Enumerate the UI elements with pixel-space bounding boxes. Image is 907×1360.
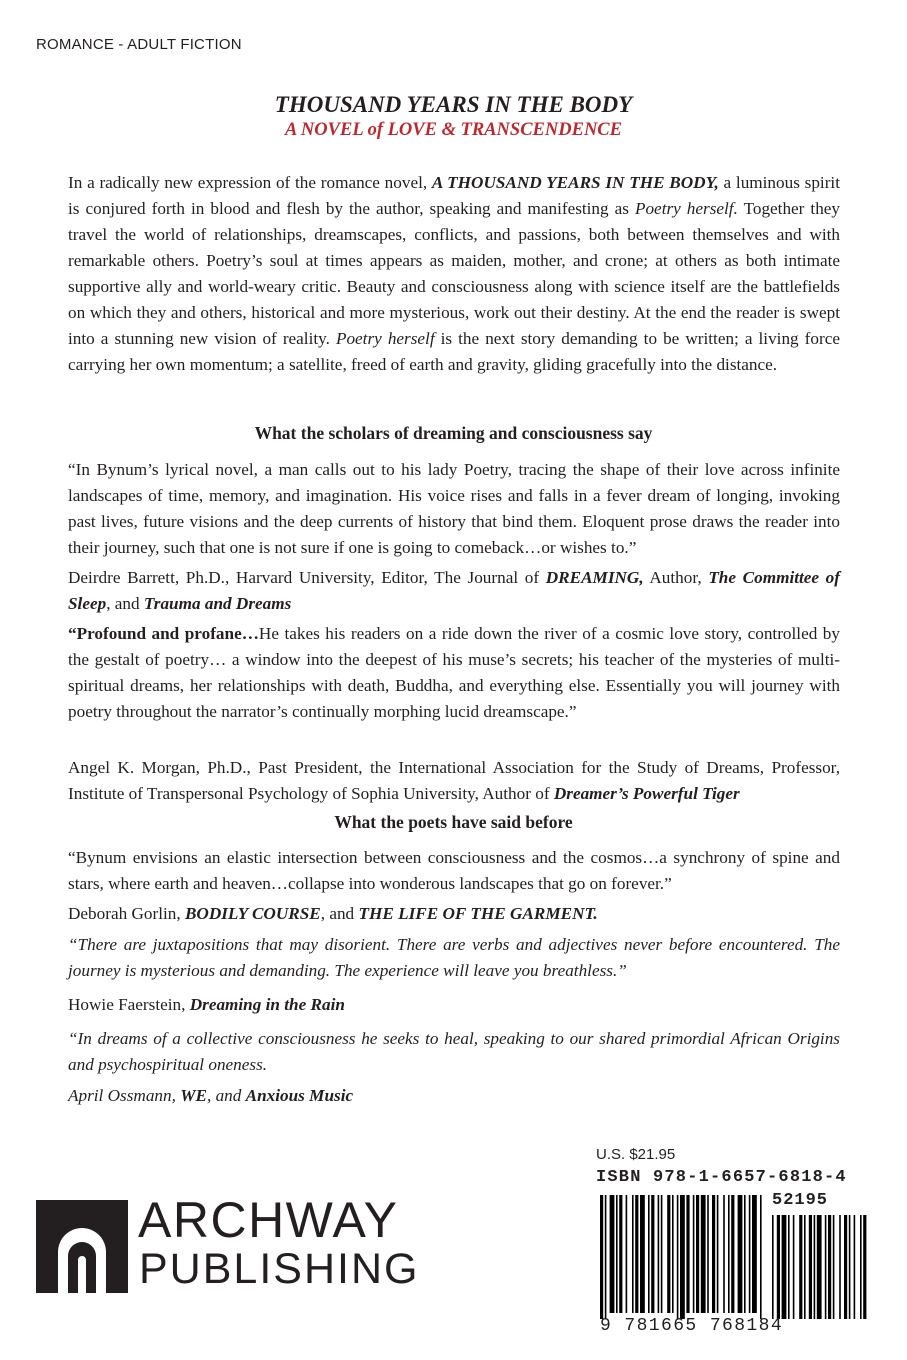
scholar-quote-2 (68, 621, 840, 725)
barcode-addon-bar (814, 1215, 816, 1319)
barcode-bar (749, 1195, 751, 1313)
barcode-addon-bar (863, 1215, 866, 1319)
genre-label: ROMANCE - ADULT FICTION (36, 36, 242, 53)
barcode-addon-bar (799, 1215, 802, 1319)
barcode-addon-bar (839, 1215, 841, 1319)
barcode-bar (760, 1195, 762, 1319)
poets-heading: What the poets have said before (334, 812, 573, 832)
barcode-bar (686, 1195, 689, 1313)
poet-quote-1: “Bynum envisions an elastic intersection between consciousness and the cosmos…a synchrony of spine and stars, where earth and heaven…collapse into wonderous landscapes that go on forever.” (68, 848, 840, 893)
attribution-work: DREAMING, (545, 568, 644, 587)
barcode-bar (632, 1195, 634, 1313)
barcode-bar (658, 1195, 660, 1313)
attribution-text: Angel K. Morgan, Ph.D., Past President, the International Association for the Study of Dreams, Professor, Institute of Transpersonal Psychology of Sophia University, Author of (68, 758, 840, 803)
publisher-name-line1: ARCHWAY (138, 1192, 399, 1248)
barcode-bar (693, 1195, 695, 1313)
poet-attribution-3 (68, 1083, 840, 1109)
attribution-work: Dreaming in the Rain (189, 995, 345, 1014)
barcode-bar (648, 1195, 650, 1313)
poet-quote-3: “In dreams of a collective consciousness he seeks to heal, speaking to our shared primordial African Origins and psychospiritual oneness. (68, 1029, 840, 1074)
barcode-addon-bar (782, 1215, 787, 1319)
scholar-attribution-2 (68, 755, 840, 807)
scholars-heading: What the scholars of dreaming and consciousness say (254, 423, 653, 443)
barcode-bar (667, 1195, 670, 1313)
quote-text: He takes his readers on a ride down the river of a cosmic love story, controlled by the gestalt of poetry… a window into the deepest of his muse’s secrets; his teacher of the mysteries of multi-spiritual dreams, her relationships with death, Buddha, and everything else. Essentially you will journey with poetry throughout the narrator’s continually morphing lucid dreamscape.” (68, 624, 840, 721)
barcode-addon-bar (844, 1215, 847, 1319)
barcode-bar (672, 1195, 674, 1313)
barcode-addon-bar (809, 1215, 812, 1319)
scholar-quote-1: “In Bynum’s lyrical novel, a man calls out to his lady Poetry, tracing the shape of their love across infinite landscapes of time, memory, and imagination. His voice rises and falls in a fever dream of longing, invoking past lives, future visions and the deep currents of history that bind them. Eloquent prose draws the reader into their journey, such that one is not sure if one is going to comeback…or wishes to.” (68, 460, 840, 557)
attribution-text: Howie Faerstein (68, 995, 182, 1014)
barcode-addon-bar (828, 1215, 831, 1319)
poet-attribution-1 (68, 901, 840, 927)
attribution-work: Dreamer’s Powerful Tiger (553, 784, 740, 803)
barcode-addon-bar (833, 1215, 835, 1319)
attribution-text: , and (206, 1086, 246, 1105)
attribution-work: THE LIFE OF THE GARMENT. (358, 904, 598, 923)
barcode-bar (651, 1195, 654, 1313)
barcode-bar (661, 1195, 663, 1313)
barcode-bar (731, 1195, 734, 1313)
barcode-addon-bar (854, 1215, 856, 1319)
blurb-text: is the next story demanding to be written; a living force carrying her own momentum; a satellite, freed of earth and gravity, gliding gracefully into the distance. (68, 329, 840, 374)
poet-attribution-2 (68, 992, 840, 1018)
barcode-addon-bar (825, 1215, 827, 1319)
publisher-name-line2: PUBLISHING (139, 1245, 420, 1293)
attribution-work: Trauma and Dreams (143, 594, 292, 613)
blurb-text: Together they travel the world of relationships, dreamscapes, conflicts, and passions, both between themselves and with remarkable others. Poetry’s soul at times appears as maiden, mother, and crone; at others as both intimate supportive ally and world-weary critic. Beauty and consciousness along with science itself are the battlefields on which they and others, historical and more mysterious, work out their destiny. At the end the reader is swept into a stunning new vision of reality. (68, 199, 841, 348)
barcode-bar (640, 1195, 645, 1313)
barcode-bar (723, 1195, 725, 1313)
barcode-addon-bar (804, 1215, 806, 1319)
attribution-text: , and (106, 594, 144, 613)
barcode-bar (738, 1195, 743, 1313)
attribution-work: BODILY COURSE (184, 904, 321, 923)
barcode-addon-bar (793, 1215, 795, 1319)
blurb-text: a luminous spirit is conjured forth in blood and flesh by the author, speaking and manifesting as (68, 173, 840, 218)
blurb-emphasis: Poetry herself (335, 329, 435, 348)
barcode-bar (744, 1195, 746, 1313)
barcode-bar (610, 1195, 615, 1313)
attribution-text: , (181, 995, 190, 1014)
barcode-bar (635, 1195, 638, 1313)
ean-digits: 9 781665 768184 (600, 1316, 784, 1336)
attribution-work: The Committee of Sleep (68, 568, 840, 613)
barcode-bar (626, 1195, 628, 1313)
barcode-addon-bar (777, 1215, 780, 1319)
barcode-bar (605, 1195, 607, 1319)
barcode-bar (619, 1195, 622, 1313)
attribution-text: Deirdre Barrett, Ph.D., Harvard University, Editor, The Journal of (68, 568, 546, 587)
scholar-attribution-1 (68, 565, 840, 617)
barcode-bar (728, 1195, 730, 1313)
attribution-text: April Ossmann, (68, 1086, 181, 1105)
attribution-text: , and (320, 904, 359, 923)
description-paragraph (68, 170, 840, 378)
poet-quote-2: “There are juxtapositions that may disorient. There are verbs and adjectives never before encountered. The journey is mysterious and demanding. The experience will leave you breathless.” (68, 935, 840, 980)
quote-lead: “Profound and profane… (68, 624, 259, 643)
blurb-text: In a radically new expression of the romance novel, (68, 173, 432, 192)
blurb-book-title: A THOUSAND YEARS IN THE BODY, (431, 173, 719, 192)
blurb-emphasis: Poetry herself. (634, 199, 738, 218)
attribution-text: Author, (643, 568, 709, 587)
barcode-bar (696, 1195, 699, 1313)
barcode-bar (616, 1195, 618, 1313)
book-title: THOUSAND YEARS IN THE BODY (274, 92, 633, 117)
barcode-bar (752, 1195, 757, 1313)
barcode-bar (712, 1195, 715, 1313)
barcode-addon-bar (849, 1215, 851, 1319)
barcode-addon-bar (772, 1215, 774, 1319)
barcode-bar (707, 1195, 709, 1313)
barcode-addon-bar (788, 1215, 790, 1319)
barcode-bar (717, 1195, 719, 1313)
barcode-bar (701, 1195, 706, 1313)
book-subtitle: A NOVEL of LOVE & TRANSCENDENCE (284, 120, 622, 140)
price-addon-digits: 52195 (772, 1191, 829, 1210)
barcode-bar (677, 1195, 679, 1319)
archway-logo-icon (36, 1200, 128, 1293)
barcode-addon-bar (817, 1215, 822, 1319)
price-label: U.S. $21.95 (596, 1146, 676, 1163)
attribution-text: Deborah Gorlin, (68, 904, 185, 923)
barcode-bar (680, 1195, 685, 1319)
attribution-work: WE (180, 1086, 207, 1105)
isbn-label: ISBN 978-1-6657-6818-4 (596, 1168, 847, 1187)
barcode-addon-bar (860, 1215, 862, 1319)
barcode-bar (600, 1195, 603, 1319)
attribution-work: Anxious Music (245, 1086, 354, 1105)
